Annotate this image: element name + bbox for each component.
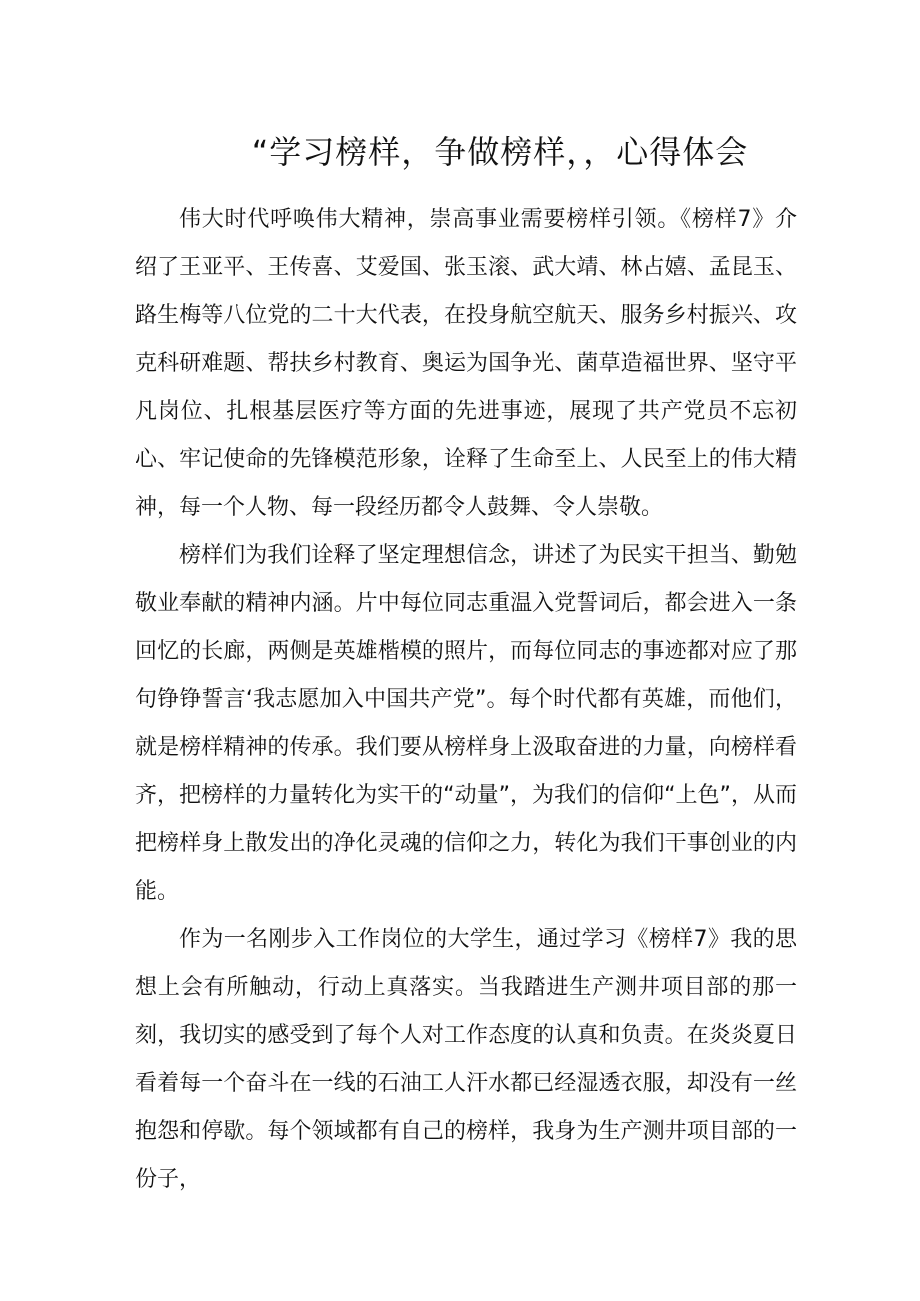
paragraph-3: 作为一名刚步入工作岗位的大学生，通过学习《榜样7》我的思想上会有所触动，行动上真落实。当我踏进生产测井项目部的那一刻，我切实的感受到了每个人对工作态度的认真和负责。在炎炎夏日看着每一个奋斗在一线的石油工人汗水都已经湿透衣服，却没有一丝抱怨和停歇。每个领域都有自己的榜样，我身为生产测井项目部的一份子， bbox=[135, 927, 797, 1192]
document-body bbox=[135, 196, 797, 1204]
paragraph-1: 伟大时代呼唤伟大精神，崇高事业需要榜样引领。《榜样7》介绍了王亚平、王传喜、艾爱国、张玉滚、武大靖、林占嬉、孟昆玉、路生梅等八位党的二十大代表，在投身航空航天、服务乡村振兴、攻克科研难题、帮扶乡村教育、奥运为国争光、菌草造福世界、坚守平凡岗位、扎根基层医疗等方面的先进事迹，展现了共产党员不忘初心、牢记使命的先锋模范形象，诠释了生命至上、人民至上的伟大精神，每一个人物、每一段经历都令人鼓舞、令人崇敬。 bbox=[135, 207, 797, 520]
document-title: “学习榜样，争做榜样，，心得体会 bbox=[251, 133, 749, 171]
paragraph-2: 榜样们为我们诠释了坚定理想信念，讲述了为民实干担当、勤勉敬业奉献的精神内涵。片中每位同志重温入党誓词后，都会进入一条回忆的长廊，两侧是英雄楷模的照片，而每位同志的事迹都对应了那句铮铮誓言‘我志愿加入中国共产党”。每个时代都有英雄，而他们，就是榜样精神的传承。我们要从榜样身上汲取奋进的力量，向榜样看齐，把榜样的力量转化为实干的“动量”，为我们的信仰“上色”，从而把榜样身上散发出的净化灵魂的信仰之力，转化为我们干事创业的内能。 bbox=[135, 543, 797, 904]
